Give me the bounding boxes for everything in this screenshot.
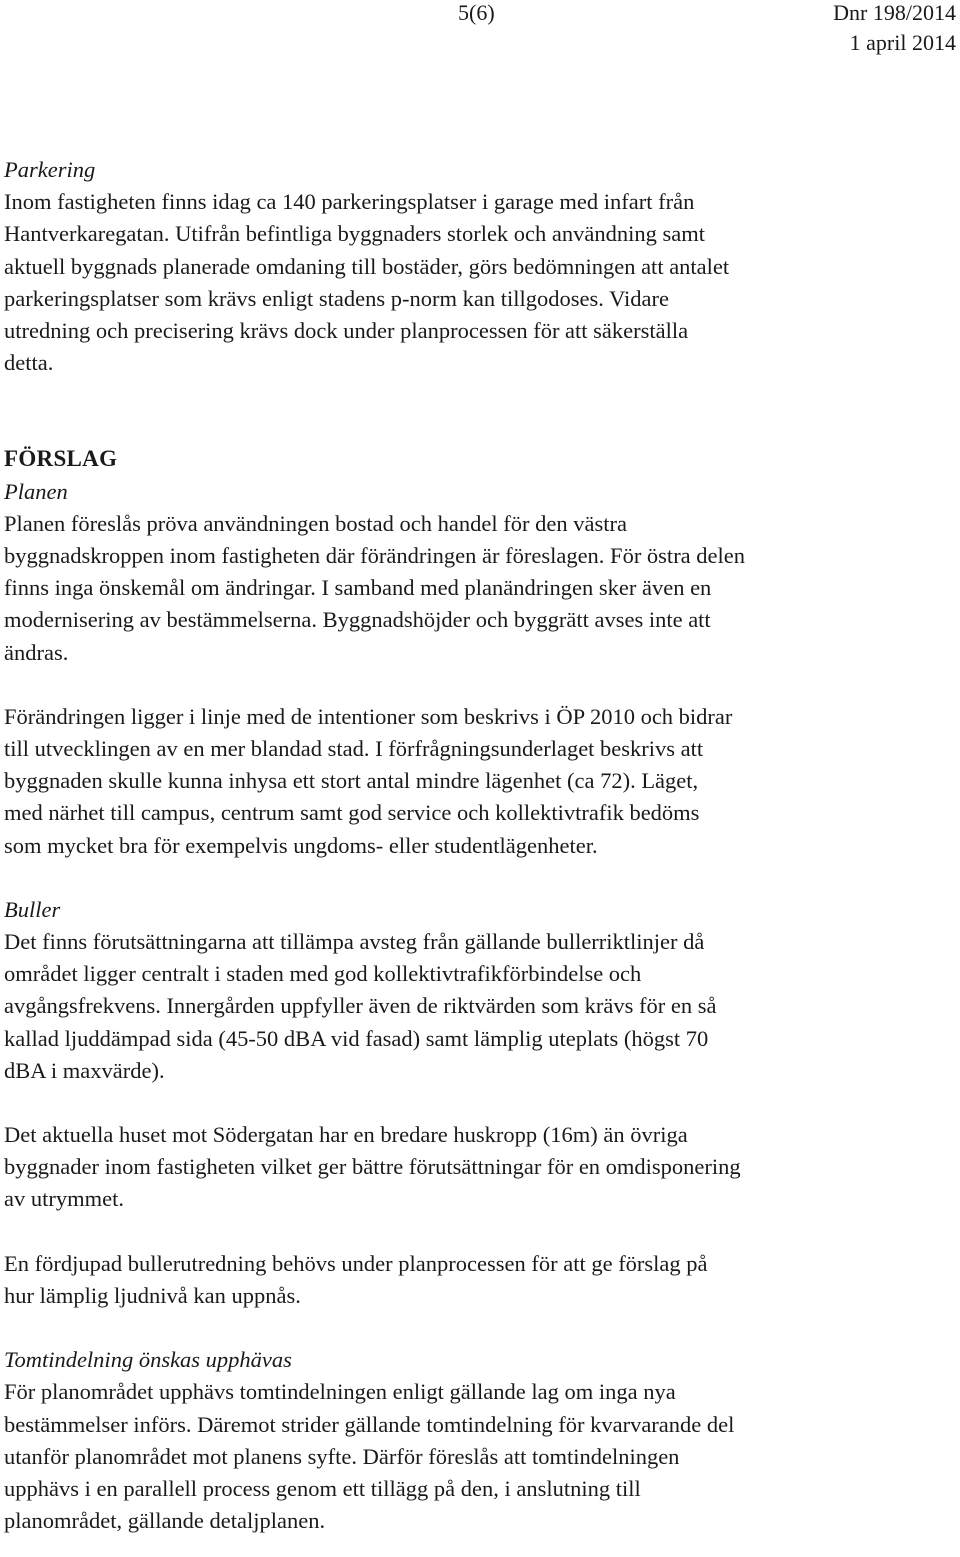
section-parkering — [4, 154, 958, 379]
paragraph-line: Det aktuella huset mot Södergatan har en bredare huskropp (16m) än övriga — [4, 1122, 688, 1148]
paragraph-line: som mycket bra för exempelvis ungdoms- eller studentlägenheter. — [4, 832, 598, 858]
paragraph-line: planområdet, gällande detaljplanen. — [4, 1508, 326, 1534]
paragraph-line: av utrymmet. — [4, 1186, 124, 1212]
paragraph-line: bestämmelser införs. Däremot strider gällande tomtindelning för kvarvarande del — [4, 1411, 735, 1437]
section-planen — [4, 476, 958, 862]
spacer — [4, 1216, 958, 1248]
paragraph-line: med närhet till campus, centrum samt god service och kollektivtrafik bedöms — [4, 800, 700, 826]
subheading-tomtindelning: Tomtindelning önskas upphävas — [4, 1347, 292, 1373]
spacer — [4, 1312, 958, 1344]
paragraph-line: utanför planområdet mot planens syfte. Därför föreslås att tomtindelningen — [4, 1443, 680, 1469]
paragraph-line: byggnader inom fastigheten vilket ger bättre förutsättningar för en omdisponering — [4, 1154, 741, 1180]
paragraph-line: dBA i maxvärde). — [4, 1057, 165, 1083]
spacer — [4, 379, 958, 443]
paragraph-line: Förändringen ligger i linje med de intentioner som beskrivs i ÖP 2010 och bidrar — [4, 703, 733, 729]
paragraph-line: detta. — [4, 350, 54, 376]
section-heading-forslag: FÖRSLAG — [4, 446, 118, 472]
document-date: 1 april 2014 — [849, 30, 956, 55]
section-buller — [4, 894, 958, 1312]
spacer — [4, 669, 958, 701]
paragraph-line: byggnaden skulle kunna inhysa ett stort antal mindre lägenhet (ca 72). Läget, — [4, 768, 699, 794]
paragraph-line: utredning och precisering krävs dock under planprocessen för att säkerställa — [4, 318, 689, 344]
subheading-parkering: Parkering — [4, 157, 96, 182]
paragraph-line: Det finns förutsättningarna att tillämpa avsteg från gällande bullerriktlinjer då — [4, 929, 705, 955]
paragraph-line: avgångsfrekvens. Innergården uppfyller även de riktvärden som krävs för en så — [4, 993, 717, 1019]
subheading-planen: Planen — [4, 478, 68, 504]
paragraph-line: En fördjupad bullerutredning behövs under planprocessen för att ge förslag på — [4, 1250, 708, 1276]
paragraph-line: upphävs i en parallell process genom ett tillägg på den, i anslutning till — [4, 1475, 641, 1501]
paragraph-line: ändras. — [4, 639, 69, 665]
paragraph-line: finns inga önskemål om ändringar. I samband med planändringen sker även en — [4, 575, 712, 601]
spacer — [4, 1087, 958, 1119]
spacer — [4, 862, 958, 894]
paragraph-line: modernisering av bestämmelserna. Byggnadshöjder och byggrätt avses inte att — [4, 607, 711, 633]
section-tomtindelning — [4, 1344, 958, 1537]
page-number: 5(6) — [458, 0, 495, 25]
paragraph-line: till utvecklingen av en mer blandad stad. I förfrågningsunderlaget beskrivs att — [4, 736, 704, 762]
paragraph-line: kallad ljuddämpad sida (45-50 dBA vid fasad) samt lämplig uteplats (högst 70 — [4, 1025, 709, 1051]
subheading-buller: Buller — [4, 896, 61, 922]
paragraph-line: Hantverkaregatan. Utifrån befintliga byggnaders storlek och användning samt — [4, 221, 706, 247]
paragraph-line: För planområdet upphävs tomtindelningen enligt gällande lag om inga nya — [4, 1379, 676, 1405]
page-header — [0, 0, 960, 60]
paragraph-line: området ligger centralt i staden med god kollektivtrafikförbindelse och — [4, 961, 642, 987]
paragraph-line: byggnadskroppen inom fastigheten där förändringen är föreslagen. För östra delen — [4, 543, 746, 569]
paragraph-line: aktuell byggnads planerade omdaning till bostäder, görs bedömningen att antalet — [4, 253, 730, 279]
document-body — [4, 154, 958, 1537]
document-number: Dnr 198/2014 — [833, 0, 956, 25]
paragraph-line: Inom fastigheten finns idag ca 140 parkeringsplatser i garage med infart från — [4, 189, 695, 215]
paragraph-line: hur lämplig ljudnivå kan uppnås. — [4, 1282, 301, 1308]
paragraph-line: parkeringsplatser som krävs enligt stadens p-norm kan tillgodoses. Vidare — [4, 285, 669, 311]
paragraph-line: Planen föreslås pröva användningen bostad och handel för den västra — [4, 510, 627, 536]
